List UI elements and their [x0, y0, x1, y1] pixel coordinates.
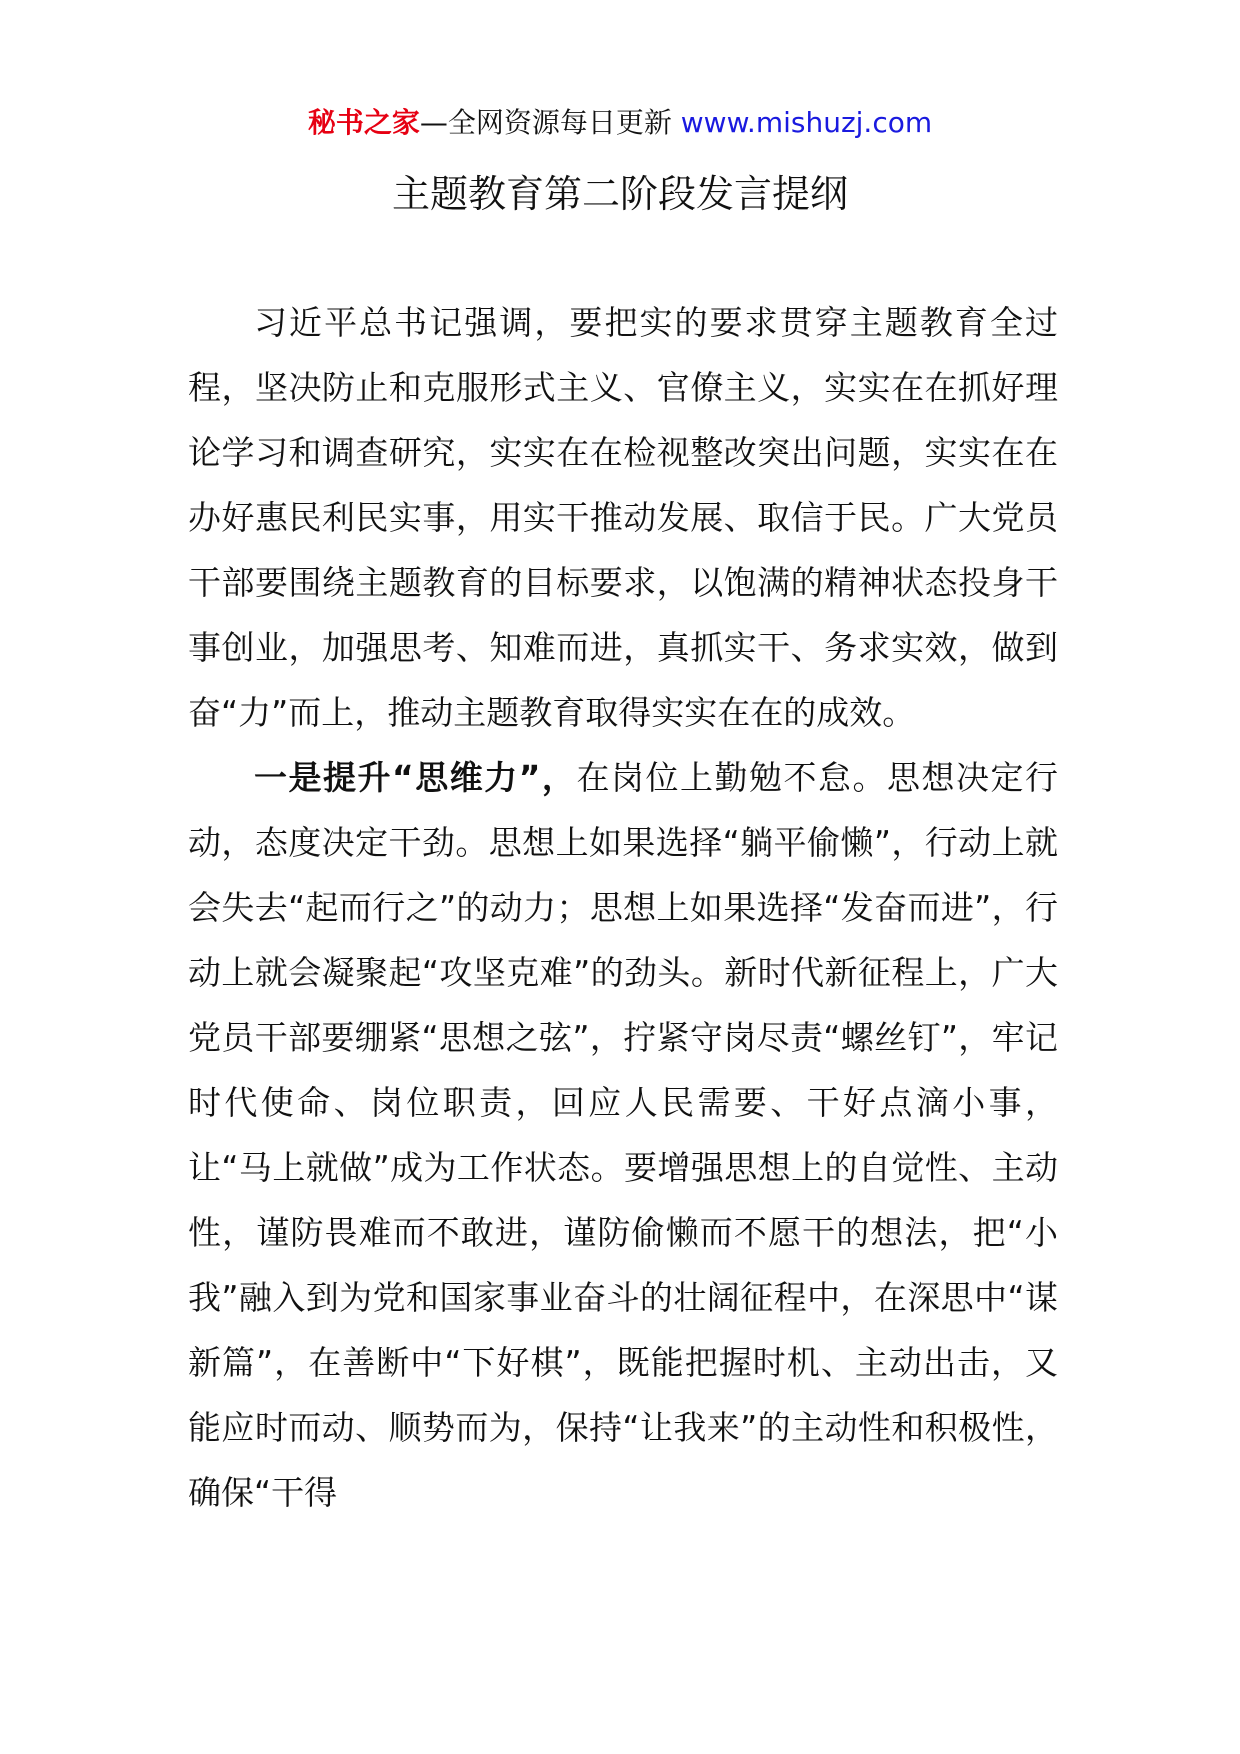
- document-title: 主题教育第二阶段发言提纲: [391, 172, 848, 216]
- header-tagline: —全网资源每日更新: [419, 106, 681, 139]
- paragraph-intro: [188, 290, 1058, 745]
- paragraph-text: 在岗位上勤勉不怠。思想决定行动，态度决定干劲。思想上如果选择“躺平偷懒”，行动上就会失去“起而行之”的动力；思想上如果选择“发奋而进”，行动上就会凝聚起“攻坚克难”的劲头。新时代新征程上，广大党员干部要绷紧“思想之弦”，拧紧守岗尽责“螺丝钉”，牢记时代使命、岗位职责，回应人民需要、干好点滴小事，让“马上就做”成为工作状态。要增强思想上的自觉性、主动性，谨防畏难而不敢进，谨防偷懒而不愿干的想法，把“小我”融入到为党和国家事业奋斗的壮阔征程中，在深思中“谋新篇”，在善断中“下好棋”，既能把握时机、主动出击，又能应时而动、顺势而为，保持“让我来”的主动性和积极性，确保“干得: [188, 758, 1058, 1512]
- site-header: [0, 103, 1240, 143]
- site-url[interactable]: www.mishuzj.com: [680, 106, 933, 139]
- paragraph-lead: 一是提升“思维力”，: [254, 758, 577, 797]
- paragraph-text: 习近平总书记强调，要把实的要求贯穿主题教育全过程，坚决防止和克服形式主义、官僚主义，实实在在抓好理论学习和调查研究，实实在在检视整改突出问题，实实在在办好惠民利民实事，用实干推动发展、取信于民。广大党员干部要围绕主题教育的目标要求，以饱满的精神状态投身干事创业，加强思考、知难而进，真抓实干、务求实效，做到奋“力”而上，推动主题教育取得实实在在的成效。: [188, 303, 1058, 732]
- paragraph-point-one: [188, 745, 1058, 1525]
- document-body: [188, 290, 1058, 1525]
- brand-name: 秘书之家: [307, 106, 420, 139]
